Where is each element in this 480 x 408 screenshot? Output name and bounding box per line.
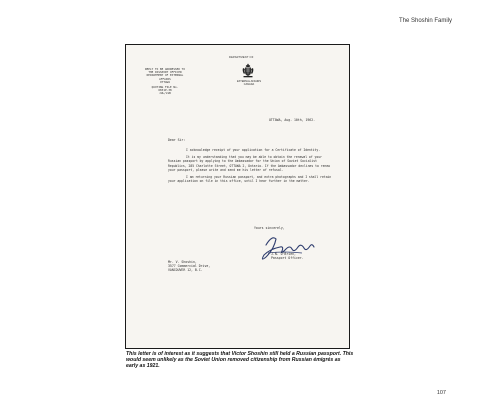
letter-date: OTTAWA, Aug. 10th, 1962. [269, 118, 316, 122]
body-paragraph: I acknowledge receipt of your application for a Certificate of Identity. [186, 148, 321, 152]
signer-title: Passport Officer. [271, 256, 304, 261]
letter-photograph [125, 44, 350, 349]
page-number: 107 [436, 390, 446, 396]
file-reference: JUL/LSB [159, 91, 171, 96]
letter-closing: Yours sincerely, [254, 226, 285, 230]
reply-line: QUOTING FILE No. [151, 85, 179, 90]
reply-line: THE PASSPORT OFFICER [148, 70, 182, 75]
reply-line: DEPARTMENT OF EXTERNAL [146, 73, 184, 78]
letter-body [168, 148, 333, 187]
body-paragraph: I am returning your Russian passport, and extra photographs and I shall retain your application on file in this office, until I hear further in the matter. [168, 175, 332, 184]
recipient-city: VANCOUVER 12, B.C. [168, 268, 203, 273]
reply-line: AFFAIRS [159, 76, 171, 81]
body-paragraph: It is my understanding that you may be able to obtain the renewal of your Russian passport by applying to the Ambassador for the Union of Soviet Socialist Republics, 285 Charlotte Street, OTTAWA 2, Ontario. If the Ambassador declines to renew your passport, please write and send me his letter of refusal. [168, 155, 331, 172]
reply-address-block [135, 68, 195, 96]
department-name: EXTERNAL AFFAIRS [236, 80, 262, 83]
letter-sheet [126, 45, 349, 348]
reply-line: REPLY TO BE ADDRESSED TO [144, 67, 186, 71]
country-name: CANADA [243, 83, 255, 87]
signer-block [271, 252, 331, 260]
canadian-coat-of-arms-icon [242, 63, 254, 78]
photo-caption: This letter is of interest as it suggests that Victor Shoshin still held a Russian passport. This would seem unlikely as the Soviet Union removed citizenship from Russian émigrés as early as 1921. [126, 351, 354, 370]
recipient-name: Mr. V. Shoshin, [168, 260, 197, 264]
signer-name: J.N. O'Brien, [271, 252, 296, 256]
department-heading: DEPARTMENT OF [229, 56, 254, 59]
reply-line: OTTAWA [159, 79, 170, 84]
recipient-street: 3577 Commercial Drive, [168, 264, 211, 269]
department-footer [234, 80, 264, 87]
file-number: 6831P-38 [158, 88, 172, 93]
running-title: The Shoshin Family [398, 18, 452, 24]
recipient-address [168, 260, 248, 273]
salutation: Dear Sir: [168, 138, 186, 142]
